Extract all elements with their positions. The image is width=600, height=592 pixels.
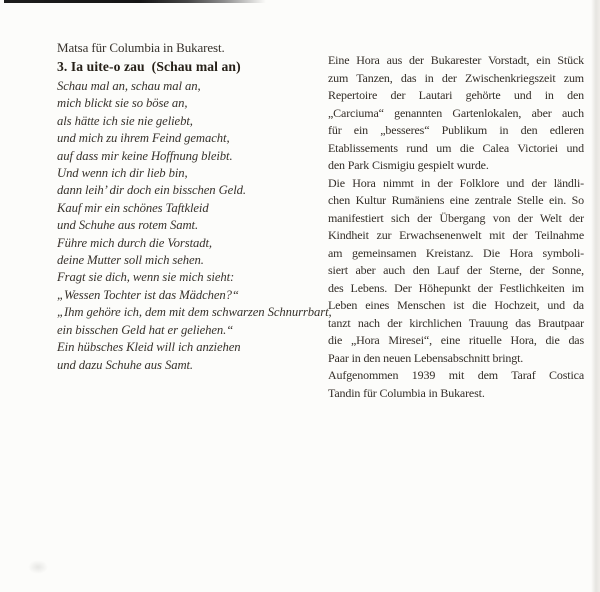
lyrics-block	[57, 78, 332, 374]
prose-line: Tandin für Columbia in Bukarest.	[328, 385, 485, 400]
left-column	[57, 39, 332, 374]
prose-line: Eine Hora aus der Bukarester Vorstadt, ein Stück	[328, 53, 584, 67]
prose-line: siert aber auch den Lauf der Sterne, der Sonne,	[328, 263, 584, 277]
prose-line: für ein „besseres“ Publikum in den edleren	[328, 123, 584, 137]
scan-artifact-right-edge	[591, 0, 600, 592]
lyric-line: „Ihm gehöre ich, dem mit dem schwarzen Schnurrbart,	[57, 305, 332, 320]
lyric-line: Ein hübsches Kleid will ich anziehen	[57, 340, 241, 355]
prose-line: zum Tanzen, das in der Zwischenkriegszeit zum	[328, 70, 584, 85]
prose-line: „Carciuma“ genannten Gartenlokalen, aber auch	[328, 105, 584, 120]
prose-line: tanzt nach der kirchlichen Trauung das Brautpaar	[328, 315, 584, 330]
scan-artifact-smudge	[28, 560, 48, 574]
lyric-line: mich blickt sie so böse an,	[57, 96, 188, 111]
track-title: 3. Ia uite-o zau (Schau mal an)	[57, 59, 241, 74]
lyric-line: als hätte ich sie nie geliebt,	[57, 113, 193, 128]
lyric-line: auf dass mir keine Hoffnung bleibt.	[57, 148, 233, 163]
lyric-line: deine Mutter soll mich sehen.	[57, 253, 204, 268]
lyric-line: „Wessen Tochter ist das Mädchen?“	[57, 287, 239, 302]
prose-line: Repertoire der Lautari gehörte und in den	[328, 88, 584, 102]
lyric-line: Fragt sie dich, wenn sie mich sieht:	[57, 270, 235, 285]
prose-line: Paar in den neuen Lebensabschnitt bringt.	[328, 350, 524, 365]
lyric-line: und dazu Schuhe aus Samt.	[57, 357, 193, 372]
credit-line: Matsa für Columbia in Bukarest.	[57, 40, 225, 55]
prose-line: des Lebens. Der Höhepunkt der Festlichkeiten im	[328, 280, 584, 295]
lyric-line: Führe mich durch die Vorstadt,	[57, 235, 212, 250]
prose-line: Die Hora nimmt in der Folklore und der ländli-	[328, 175, 584, 190]
lyric-line: Kauf mir ein schönes Taftkleid	[57, 200, 209, 215]
prose-line: Etablissements rund um die Calea Victoriei und	[328, 140, 584, 155]
prose-line: am gemeinsamen Kreistanz. Die Hora symboli-	[328, 245, 584, 260]
lyric-line: dann leih’ dir doch ein bisschen Geld.	[57, 183, 246, 198]
lyric-line: und mich zu ihrem Feind gemacht,	[57, 131, 230, 146]
prose-line: den Park Cismigiu gespielt wurde.	[328, 158, 489, 172]
lyric-line: ein bisschen Geld hat er geliehen.“	[57, 322, 234, 337]
prose-line: chen Kultur Rumäniens eine zentrale Stelle ein. So	[328, 193, 584, 207]
prose-line: Leben eines Menschen ist die Hochzeit, und da	[328, 298, 584, 312]
prose-line: die „Hora Miresei“, eine rituelle Hora, die das	[328, 333, 584, 347]
prose-line: Kindheit zur Erwachsenenwelt mit der Teilnahme	[328, 228, 584, 242]
prose-line: manifestiert sich der Übergang von der Welt der	[328, 210, 584, 225]
lyric-line: Schau mal an, schau mal an,	[57, 79, 201, 93]
prose-column	[328, 52, 584, 402]
prose-line: Aufgenommen 1939 mit dem Taraf Costica	[328, 368, 584, 382]
lyric-line: Und wenn ich dir lieb bin,	[57, 166, 188, 181]
lyric-line: und Schuhe aus rotem Samt.	[57, 218, 199, 233]
scan-artifact-top-edge	[4, 0, 266, 3]
